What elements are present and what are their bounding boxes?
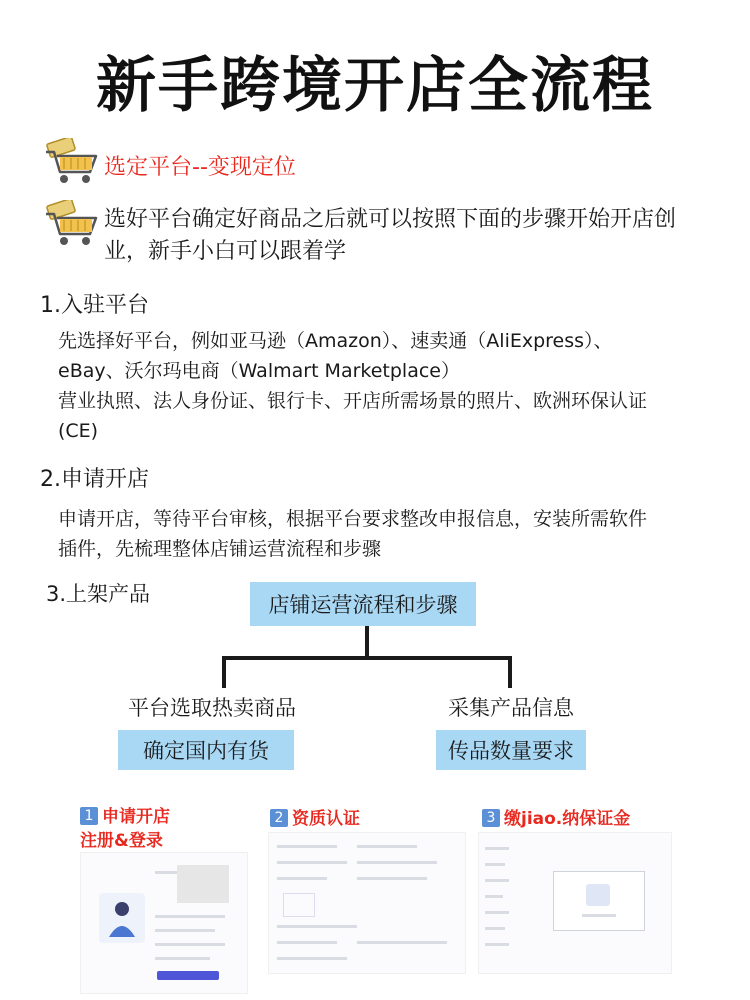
screenshot-register-login bbox=[80, 852, 248, 994]
intro-item-guide-line1: 选好平台确定好商品之后就可以按照下面的步骤开始开店创 bbox=[104, 207, 677, 232]
submit-button-image bbox=[157, 971, 219, 980]
step-2-text: 申请开店，等待平台审核，根据平台要求整改申报信息，安装所需软件 bbox=[58, 508, 648, 530]
screenshot-3-title: 3 缴jiao.纳保证金 bbox=[482, 804, 630, 829]
diagram-connector bbox=[365, 626, 369, 658]
screenshot-2-title: 2 资质认证 bbox=[270, 804, 360, 829]
diagram-left-box: 确定国内有货 bbox=[118, 730, 294, 770]
step-1-heading: 1.入驻平台 bbox=[40, 293, 149, 318]
screenshot-deposit bbox=[478, 832, 672, 974]
step-2-text: 插件，先梳理整体店铺运营流程和步骤 bbox=[58, 538, 382, 560]
diagram-connector bbox=[222, 656, 226, 688]
step-1-text: 先选择好平台，例如亚马逊（Amazon）、速卖通（AliExpress）、 bbox=[58, 330, 613, 352]
step-number-badge: 3 bbox=[482, 809, 500, 827]
screenshot-1-title: 1 申请开店 bbox=[80, 802, 170, 827]
step-3-heading: 3.上架产品 bbox=[46, 582, 151, 606]
step-2-heading: 2.申请开店 bbox=[40, 467, 149, 492]
shopping-cart-icon bbox=[44, 200, 100, 248]
blurred-image bbox=[177, 865, 229, 903]
diagram-left-label: 平台选取热卖商品 bbox=[128, 696, 296, 720]
step-1-text: (CE) bbox=[58, 420, 99, 442]
diagram-right-label: 采集产品信息 bbox=[448, 696, 574, 720]
intro-item-guide-line2: 业，新手小白可以跟着学 bbox=[104, 239, 347, 264]
step-1-text: eBay、沃尔玛电商（Walmart Marketplace） bbox=[58, 360, 460, 382]
step-number-badge: 2 bbox=[270, 809, 288, 827]
diagram-root-box: 店铺运营流程和步骤 bbox=[250, 582, 476, 626]
step-number-badge: 1 bbox=[80, 807, 98, 825]
intro-item-platform: 选定平台--变现定位 bbox=[104, 155, 296, 180]
screenshot-qualification bbox=[268, 832, 466, 974]
diagram-right-box: 传品数量要求 bbox=[436, 730, 586, 770]
diagram-connector bbox=[508, 656, 512, 688]
diagram-connector bbox=[222, 656, 512, 660]
page-title: 新手跨境开店全流程 bbox=[96, 51, 654, 121]
screenshot-1-subtitle: 注册&登录 bbox=[80, 831, 163, 851]
illustration-image bbox=[99, 893, 145, 943]
shopping-cart-icon bbox=[44, 138, 100, 186]
step-1-text: 营业执照、法人身份证、银行卡、开店所需场景的照片、欧洲环保认证 bbox=[58, 390, 648, 412]
dialog-image bbox=[553, 871, 645, 931]
